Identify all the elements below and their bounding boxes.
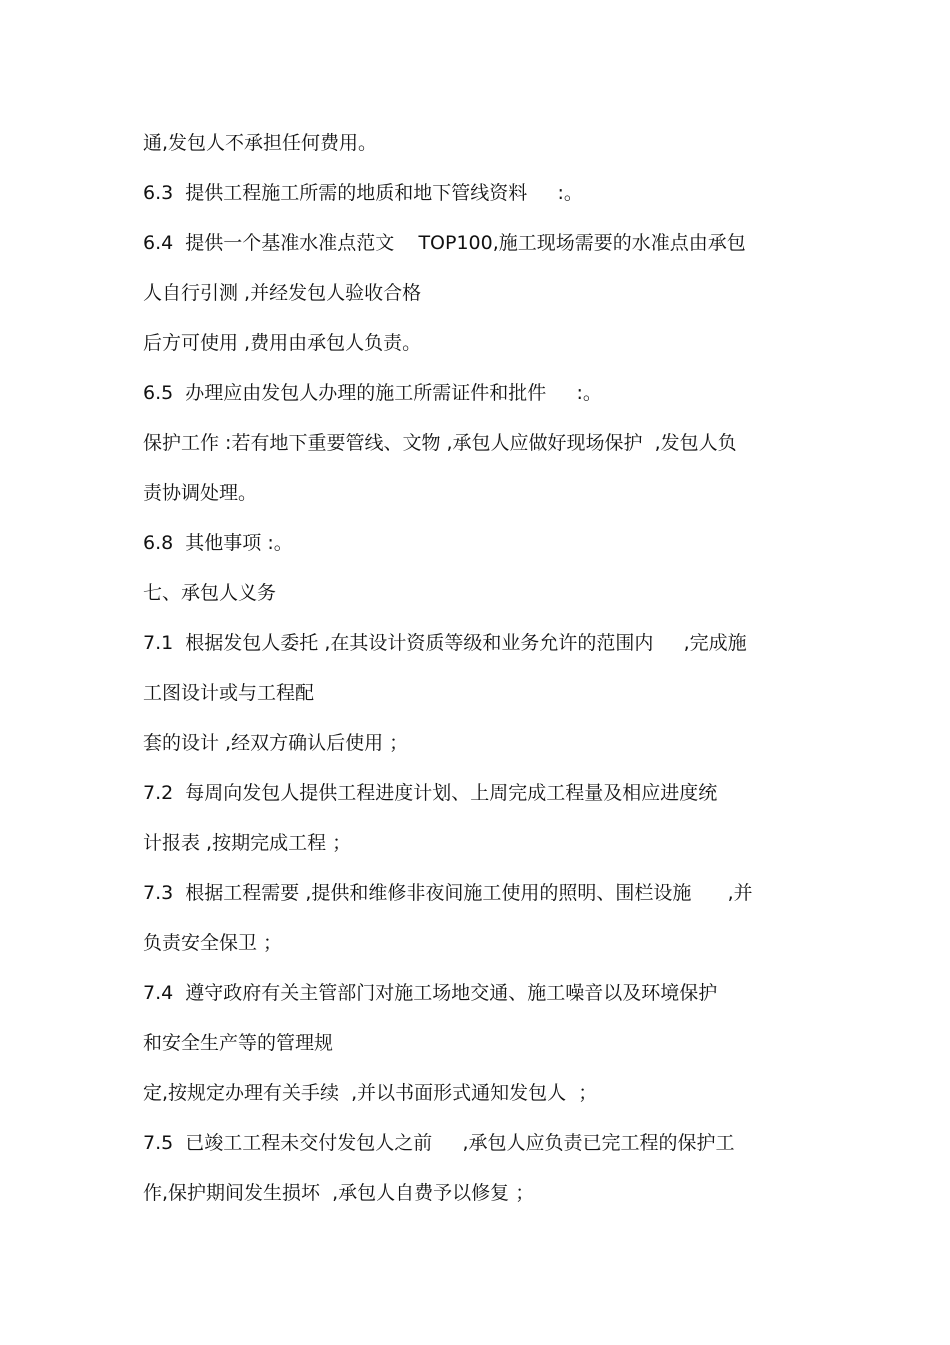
text-line-12: 工图设计或与工程配 [143,682,315,704]
text-line-2: 6.3 提供工程施工所需的地质和地下管线资料 :。 [143,182,583,204]
text-line-20: 定,按规定办理有关手续 ,并以书面形式通知发包人 ； [143,1082,598,1104]
text-line-6: 6.5 办理应由发包人办理的施工所需证件和批件 :。 [143,382,602,404]
text-line-1: 通,发包人不承担任何费用。 [143,132,378,154]
text-line-5: 后方可使用 ,费用由承包人负责。 [143,332,422,354]
text-line-4: 人自行引测 ,并经发包人验收合格 [143,282,422,304]
text-line-7: 保护工作 :若有地下重要管线、文物 ,承包人应做好现场保护 ,发包人负 [143,432,737,454]
text-line-18: 7.4 遵守政府有关主管部门对施工场地交通、施工噪音以及环境保护 [143,982,718,1004]
text-line-15: 计报表 ,按期完成工程 ； [143,832,352,854]
text-line-9: 6.8 其他事项 :。 [143,532,293,554]
text-line-3: 6.4 提供一个基准水准点范文 TOP100,施工现场需要的水准点由承包 [143,232,746,254]
text-line-19: 和安全生产等的管理规 [143,1032,334,1054]
text-line-21: 7.5 已竣工工程未交付发包人之前 ,承包人应负责已完工程的保护工 [143,1132,735,1154]
text-line-22: 作,保护期间发生损坏 ,承包人自费予以修复 ； [143,1182,535,1204]
text-line-14: 7.2 每周向发包人提供工程进度计划、上周完成工程量及相应进度统 [143,782,718,804]
text-line-17: 负责安全保卫 ； [143,932,283,954]
text-line-8: 责协调处理。 [143,482,258,504]
text-line-11: 7.1 根据发包人委托 ,在其设计资质等级和业务允许的范围内 ,完成施 [143,632,747,654]
text-line-13: 套的设计 ,经双方确认后使用 ； [143,732,409,754]
section-heading: 七、承包人义务 [143,582,277,604]
text-line-16: 7.3 根据工程需要 ,提供和维修非夜间施工使用的照明、围栏设施 ,并 [143,882,753,904]
